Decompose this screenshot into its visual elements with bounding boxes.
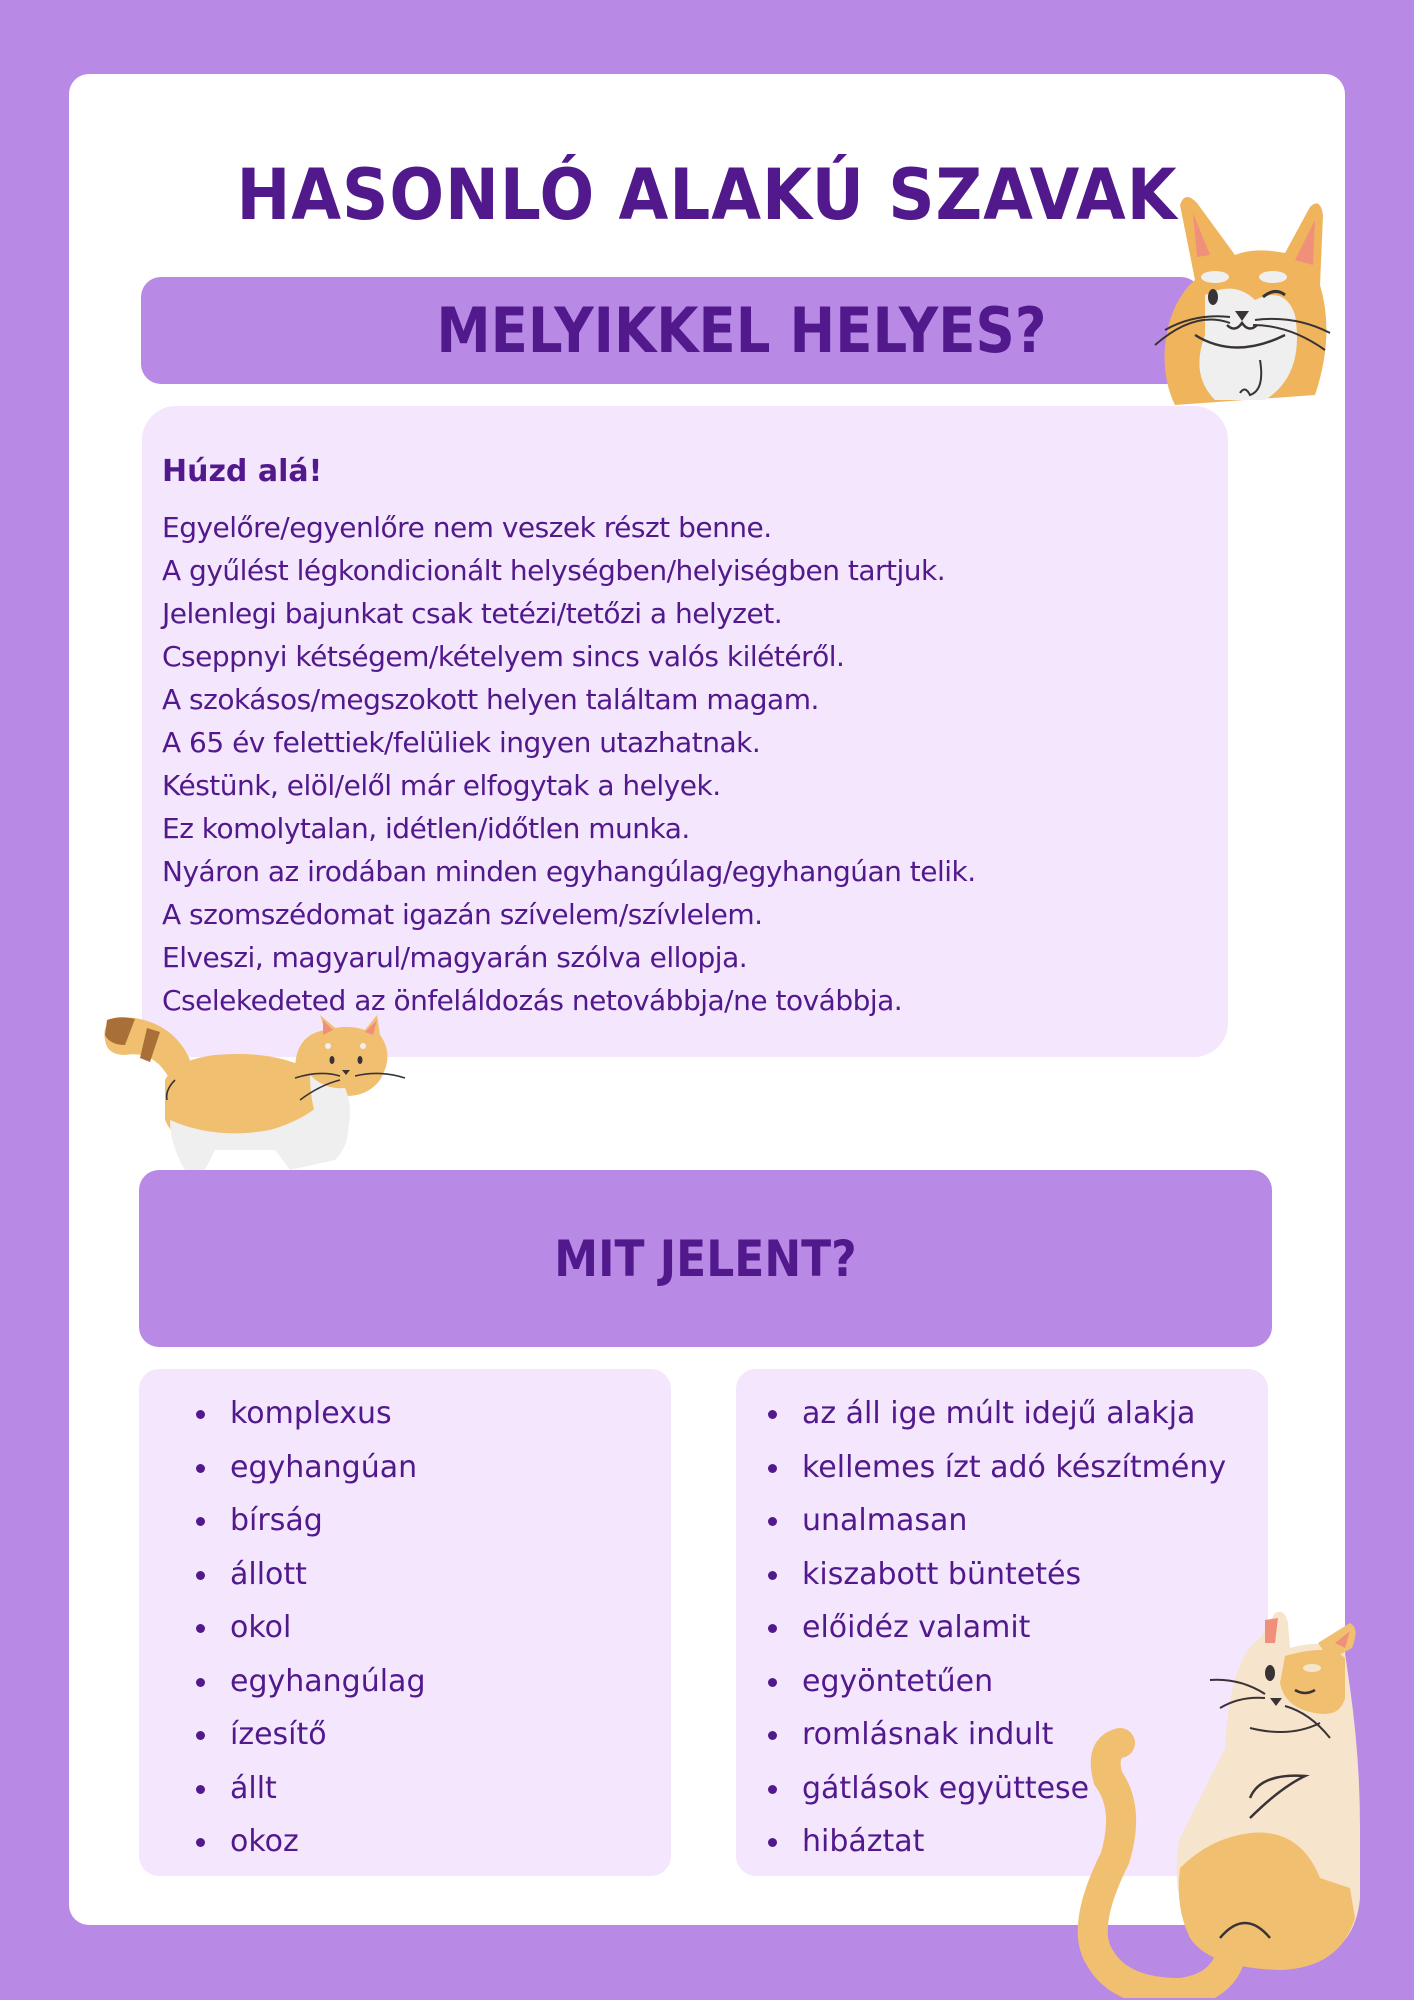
bullet-icon: [196, 1731, 205, 1740]
bullet-icon: [768, 1464, 777, 1473]
word-item: komplexus: [194, 1387, 425, 1441]
word-list: [194, 1387, 425, 1869]
walking-cat-icon: [95, 1010, 415, 1172]
sentence-item: Cselekedeted az önfeláldozás netovábbja/ne továbbja.: [162, 984, 903, 1017]
sentences-box: [142, 406, 1228, 1057]
meaning-item: romlásnak indult: [766, 1708, 1226, 1762]
word-item: állt: [194, 1762, 425, 1816]
sentence-list: [162, 506, 976, 1022]
words-box: [139, 1369, 671, 1876]
word-item: bírság: [194, 1494, 425, 1548]
section2-heading: MIT JELENT?: [554, 1229, 857, 1288]
sentence-item: A gyűlést légkondicionált helységben/helyiségben tartjuk.: [162, 554, 946, 587]
winking-cat-icon: [1135, 185, 1335, 405]
bullet-icon: [196, 1571, 205, 1580]
meaning-item: az áll ige múlt idejű alakja: [766, 1387, 1226, 1441]
bullet-icon: [196, 1785, 205, 1794]
meaning-item: unalmasan: [766, 1494, 1226, 1548]
bullet-icon: [768, 1678, 777, 1687]
meaning-item: előidéz valamit: [766, 1601, 1226, 1655]
word-item: állott: [194, 1548, 425, 1602]
bullet-icon: [768, 1731, 777, 1740]
bullet-icon: [768, 1838, 777, 1847]
meaning-item: kellemes ízt adó készítmény: [766, 1441, 1226, 1495]
bullet-icon: [196, 1678, 205, 1687]
word-item: okol: [194, 1601, 425, 1655]
section1-heading: MELYIKKEL HELYES?: [436, 294, 1047, 367]
sentence-item: Cseppnyi kétségem/kételyem sincs valós kilétéről.: [162, 640, 845, 673]
bullet-icon: [768, 1785, 777, 1794]
bullet-icon: [768, 1624, 777, 1633]
bullet-icon: [196, 1464, 205, 1473]
word-item: egyhangúlag: [194, 1655, 425, 1709]
meaning-item: hibáztat: [766, 1815, 1226, 1869]
page-title: HASONLÓ ALAKÚ SZAVAK: [236, 154, 1178, 236]
sentence-item: A szokásos/megszokott helyen találtam magam.: [162, 683, 819, 716]
bullet-icon: [768, 1571, 777, 1580]
bullet-icon: [196, 1410, 205, 1419]
meaning-item: kiszabott büntetés: [766, 1548, 1226, 1602]
sentence-item: Jelenlegi bajunkat csak tetézi/tetőzi a helyzet.: [162, 597, 783, 630]
bullet-icon: [768, 1410, 777, 1419]
word-item: okoz: [194, 1815, 425, 1869]
section2-header: [139, 1170, 1272, 1347]
sentence-item: Nyáron az irodában minden egyhangúlag/egyhangúan telik.: [162, 855, 976, 888]
bullet-icon: [196, 1517, 205, 1526]
sitting-cat-icon: [1060, 1598, 1360, 1998]
instruction-text: Húzd alá!: [162, 454, 323, 489]
sentence-item: Késtünk, elöl/elől már elfogytak a helyek.: [162, 769, 721, 802]
sentence-item: Ez komolytalan, idétlen/időtlen munka.: [162, 812, 690, 845]
sentence-item: Egyelőre/egyenlőre nem veszek részt benne.: [162, 511, 772, 544]
word-item: ízesítő: [194, 1708, 425, 1762]
bullet-icon: [196, 1838, 205, 1847]
word-item: egyhangúan: [194, 1441, 425, 1495]
section1-header: [141, 277, 1201, 384]
sentence-item: A szomszédomat igazán szívelem/szívlelem.: [162, 898, 763, 931]
meaning-item: gátlások együttese: [766, 1762, 1226, 1816]
bullet-icon: [768, 1517, 777, 1526]
sentence-item: A 65 év felettiek/felüliek ingyen utazhatnak.: [162, 726, 761, 759]
meaning-item: egyöntetűen: [766, 1655, 1226, 1709]
bullet-icon: [196, 1624, 205, 1633]
sentence-item: Elveszi, magyarul/magyarán szólva ellopja.: [162, 941, 748, 974]
